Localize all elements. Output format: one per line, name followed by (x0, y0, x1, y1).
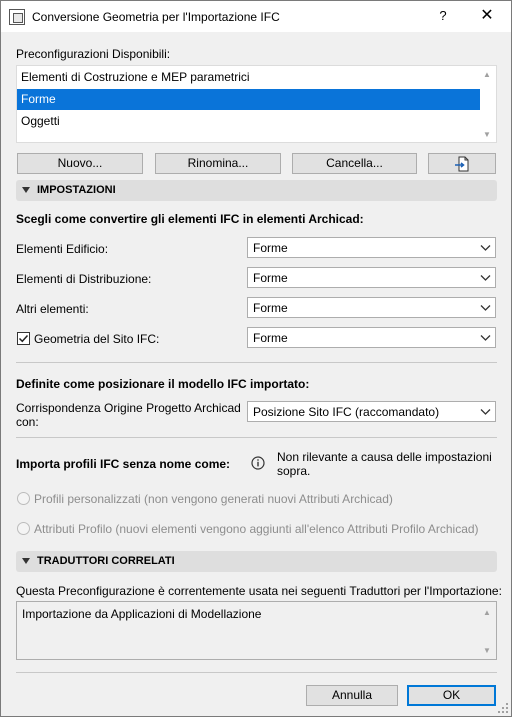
preset-item-parametric[interactable]: Elementi di Costruzione e MEP parametrici (21, 70, 250, 84)
profiles-note-line2: sopra. (277, 464, 311, 478)
export-file-icon (454, 156, 470, 172)
translator-item: Importazione da Applicazioni di Modellazione (22, 607, 262, 621)
checkmark-icon (18, 333, 29, 344)
settings-header-label: IMPOSTAZIONI (37, 184, 116, 196)
separator (16, 672, 497, 673)
window-title: Conversione Geometria per l'Importazione IFC (32, 10, 280, 24)
distribution-elements-label: Elementi di Distribuzione: (16, 272, 152, 286)
separator (16, 437, 497, 438)
profiles-heading: Importa profili IFC senza nome come: (16, 457, 231, 471)
custom-profiles-radio[interactable] (17, 492, 30, 505)
site-geometry-label: Geometria del Sito IFC: (34, 332, 160, 346)
building-elements-select[interactable] (247, 237, 496, 258)
info-icon (251, 456, 265, 470)
close-button[interactable]: ✕ (480, 7, 494, 24)
origin-select[interactable] (247, 401, 496, 422)
title-bar (1, 1, 511, 32)
app-window-icon (9, 9, 25, 25)
site-geometry-value: Forme (253, 331, 288, 345)
other-elements-select[interactable] (247, 297, 496, 318)
translators-header-label: TRADUTTORI CORRELATI (37, 555, 175, 567)
origin-value: Posizione Sito IFC (raccomandato) (253, 405, 440, 419)
site-geometry-checkbox[interactable] (17, 332, 30, 345)
scroll-up-icon[interactable]: ▲ (483, 70, 491, 79)
presets-list[interactable] (16, 65, 497, 143)
translators-list (16, 601, 497, 660)
translators-section-header[interactable] (16, 551, 497, 572)
scroll-up-icon[interactable]: ▲ (483, 608, 491, 617)
chevron-down-icon (480, 272, 491, 283)
delete-preset-button[interactable]: Cancella... (292, 153, 417, 174)
chevron-down-icon (480, 332, 491, 343)
building-elements-label: Elementi Edificio: (16, 242, 109, 256)
separator (16, 362, 497, 363)
profile-attributes-label: Attributi Profilo (nuovi elementi vengono aggiunti all'elenco Attributi Profilo Archicad) (34, 522, 479, 536)
site-geometry-select[interactable] (247, 327, 496, 348)
chevron-down-icon (480, 406, 491, 417)
translators-description: Questa Preconfigurazione è correntemente usata nei seguenti Traduttori per l'Importazione: (16, 584, 502, 598)
distribution-elements-value: Forme (253, 271, 288, 285)
origin-label-line2: con: (16, 415, 39, 429)
other-elements-label: Altri elementi: (16, 302, 89, 316)
settings-section-header[interactable] (16, 180, 497, 201)
preset-item-oggetti[interactable]: Oggetti (21, 114, 60, 128)
presets-label: Preconfigurazioni Disponibili: (16, 47, 171, 61)
ok-button[interactable]: OK (407, 685, 496, 706)
building-elements-value: Forme (253, 241, 288, 255)
new-preset-button[interactable]: Nuovo... (17, 153, 143, 174)
convert-heading: Scegli come convertire gli elementi IFC in elementi Archicad: (16, 212, 364, 226)
chevron-down-icon (480, 242, 491, 253)
scroll-down-icon[interactable]: ▼ (483, 130, 491, 139)
custom-profiles-label: Profili personalizzati (non vengono generati nuovi Attributi Archicad) (34, 492, 393, 506)
preset-item-forme[interactable]: Forme (17, 89, 480, 110)
other-elements-value: Forme (253, 301, 288, 315)
distribution-elements-select[interactable] (247, 267, 496, 288)
profiles-note-line1: Non rilevante a causa delle impostazioni (277, 450, 492, 464)
origin-label-line1: Corrispondenza Origine Progetto Archicad (16, 401, 241, 415)
cancel-button[interactable]: Annulla (306, 685, 398, 706)
profile-attributes-radio[interactable] (17, 522, 30, 535)
scroll-down-icon[interactable]: ▼ (483, 646, 491, 655)
collapse-triangle-icon (22, 187, 30, 193)
export-preset-button[interactable] (428, 153, 496, 174)
collapse-triangle-icon (22, 558, 30, 564)
rename-preset-button[interactable]: Rinomina... (155, 153, 281, 174)
help-button[interactable]: ? (439, 8, 447, 23)
chevron-down-icon (480, 302, 491, 313)
resize-grip-icon[interactable] (497, 702, 509, 714)
position-heading: Definite come posizionare il modello IFC importato: (16, 377, 310, 391)
